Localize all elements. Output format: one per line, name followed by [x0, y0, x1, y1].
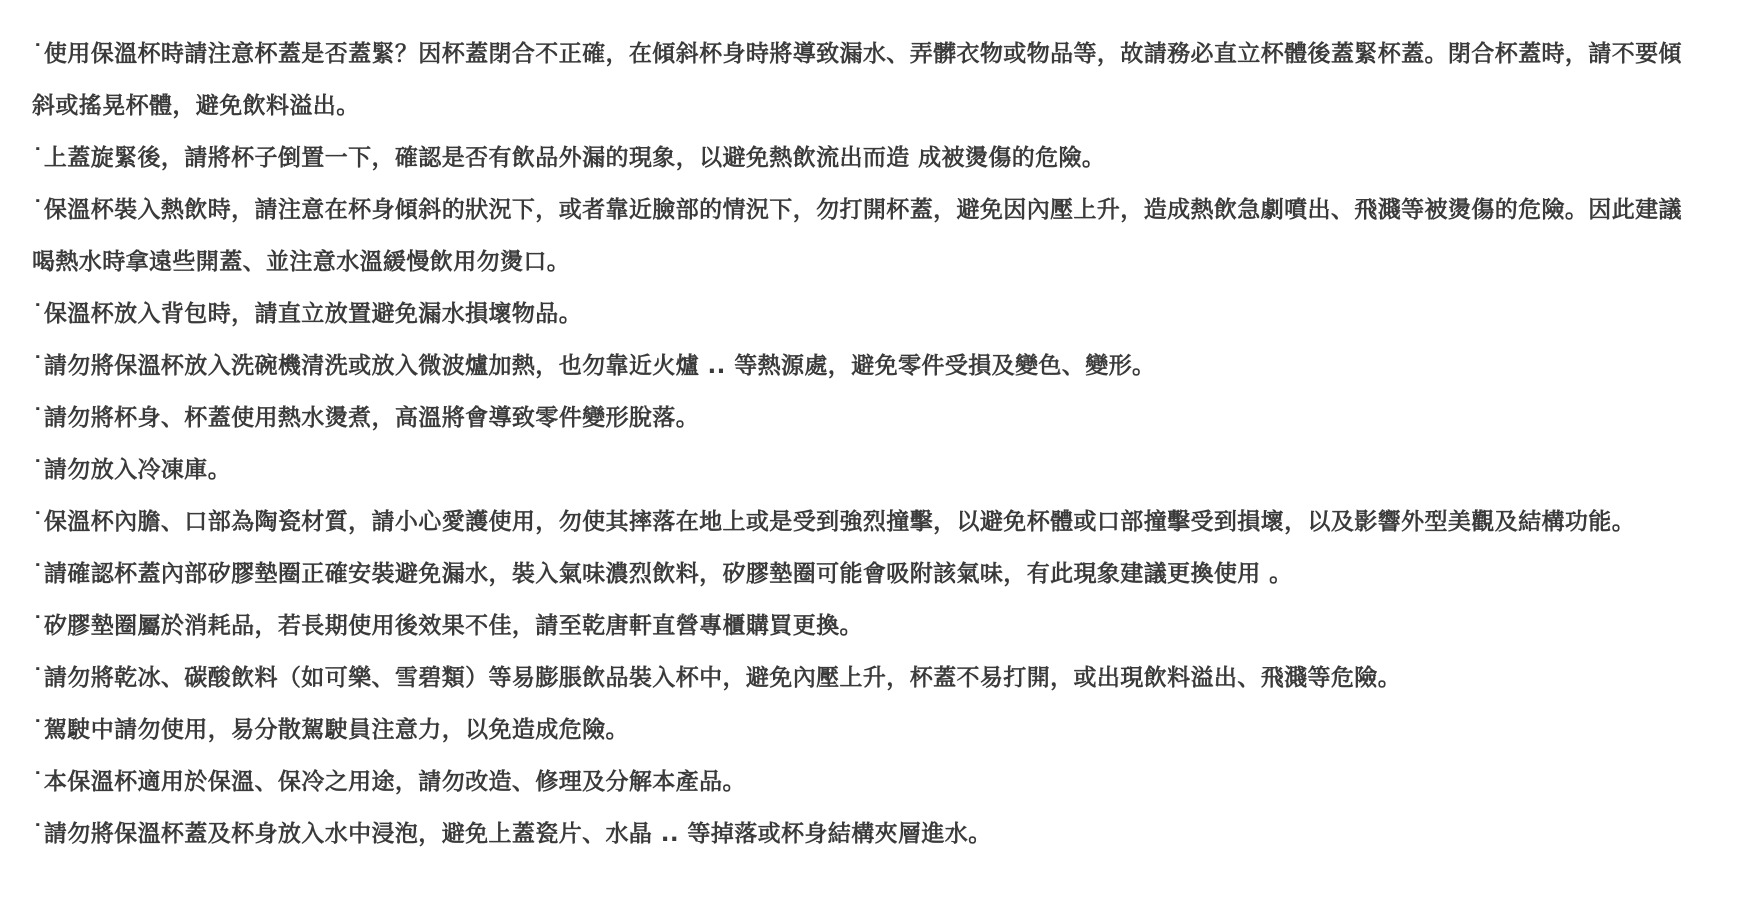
precaution-item: ˙矽膠墊圈屬於消耗品，若長期使用後效果不佳，請至乾唐軒直營專櫃購買更換。 [32, 613, 863, 639]
precaution-item: ˙駕駛中請勿使用，易分散駕駛員注意力，以免造成危險。 [32, 717, 629, 743]
precaution-item: ˙請勿將保溫杯蓋及杯身放入水中浸泡，避免上蓋瓷片、水晶 .. 等掉落或杯身結構夾層進水。 [32, 821, 992, 847]
precaution-item: ˙保溫杯裝入熱飲時，請注意在杯身傾斜的狀況下，或者靠近臉部的情況下，勿打開杯蓋，避免因內壓上升，造成熱飲急劇噴出、飛濺等被燙傷的危險。因此建議喝熱水時拿遠些開蓋、並注意水溫緩慢飲用勿燙口。 [32, 197, 1682, 275]
precaution-item: ˙上蓋旋緊後，請將杯子倒置一下，確認是否有飲品外漏的現象，以避免熱飲流出而造 成被燙傷的危險。 [32, 145, 1106, 171]
precaution-item: ˙保溫杯放入背包時，請直立放置避免漏水損壞物品。 [32, 301, 583, 327]
precaution-item: ˙請確認杯蓋內部矽膠墊圈正確安裝避免漏水，裝入氣味濃烈飲料，矽膠墊圈可能會吸附該氣味，有此現象建議更換使用 。 [32, 561, 1293, 587]
precaution-item: ˙本保溫杯適用於保溫、保冷之用途，請勿改造、修理及分解本產品。 [32, 769, 746, 795]
precaution-item: ˙使用保溫杯時請注意杯蓋是否蓋緊？因杯蓋閉合不正確，在傾斜杯身時將導致漏水、弄髒衣物或物品等，故請務必直立杯體後蓋緊杯蓋。閉合杯蓋時，請不要傾斜或搖晃杯體，避免飲料溢出。 [32, 41, 1682, 119]
precaution-item: ˙請勿放入冷凍庫。 [32, 457, 232, 483]
precaution-item: ˙請勿將保溫杯放入洗碗機清洗或放入微波爐加熱，也勿靠近火爐 .. 等熱源處，避免零件受損及變色、變形。 [32, 353, 1156, 379]
precaution-item: ˙請勿將杯身、杯蓋使用熱水燙煮，高溫將會導致零件變形脫落。 [32, 405, 700, 431]
usage-precautions-list [32, 28, 1702, 860]
precaution-item: ˙保溫杯內膽、口部為陶瓷材質，請小心愛護使用，勿使其摔落在地上或是受到強烈撞擊，以避免杯體或口部撞擊受到損壞，以及影響外型美觀及結構功能。 [32, 509, 1636, 535]
precaution-item: ˙請勿將乾冰、碳酸飲料（如可樂、雪碧類）等易膨脹飲品裝入杯中，避免內壓上升，杯蓋不易打開，或出現飲料溢出、飛濺等危險。 [32, 665, 1402, 691]
